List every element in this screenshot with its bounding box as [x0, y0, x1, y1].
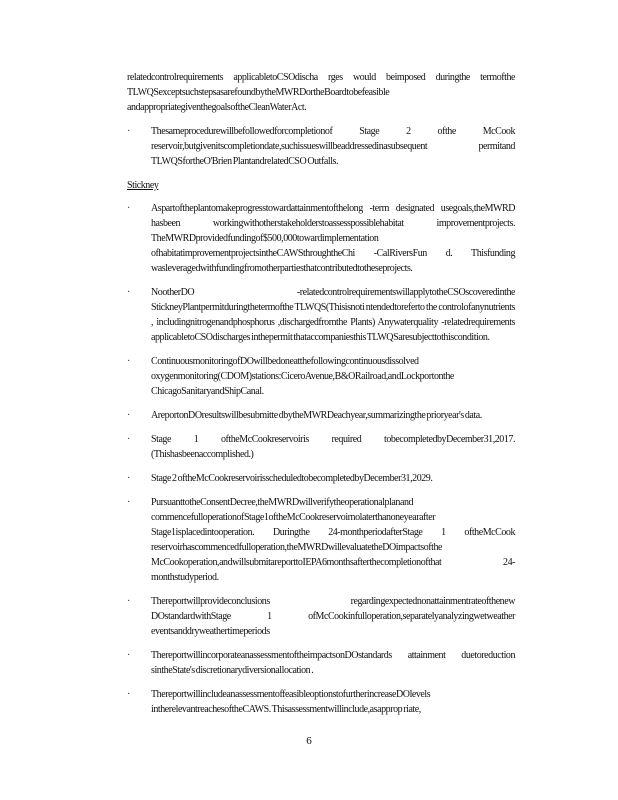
- section-heading: Stickney: [127, 180, 159, 191]
- list-item-text: Thereportwillprovideconclusions regardingexpectednonattainmentrateofthenew DOstandardwithStage 1 ofMcCookinfulloperation,separatelyanalyzingwetweather eventsanddryweathertimeperiods: [151, 596, 515, 637]
- bullet-marker: ·: [127, 126, 130, 137]
- list-item: [127, 124, 515, 169]
- bullet-marker: ·: [127, 356, 130, 367]
- page-number: 6: [306, 735, 312, 747]
- list-item-text: Stage 2 oftheMcCookreservoirisscheduledtobecompletedbyDecember31,2029.: [151, 473, 433, 484]
- list-item-text: ThereportwillincludeanassessmentoffeasibleoptionstofurtherincreaseDOlevels intherelevantreachesoftheCAWS. Thisassessmentwillinclude,asapprop riate,: [151, 689, 431, 715]
- bullet-marker: ·: [127, 410, 130, 421]
- bullet-marker: ·: [127, 434, 130, 445]
- list-item: [127, 408, 515, 423]
- list-item-text: NootherDO -relatedcontrolrequirementswillapplytotheCSOscoveredinthe StickneyPlantpermitduringthetermofthe TLWQS(Thisisnoti ntendedtoreferto the controlofanynutrients , includingnitrogenandphosphorus ,dischargedfromthe Plants) Anywaterquality -relatedrequirements applicabletoCSOdischarges inthepermit thataccompaniesthis TLWQSaresubjecttothiscondition.: [151, 287, 515, 343]
- list-item-text: AreportonDOresultswillbesubmitte dbytheMWRDeachyear,summarizingthe prioryear's data.: [151, 410, 482, 421]
- bullet-marker: ·: [127, 689, 130, 700]
- list-item: [127, 354, 515, 399]
- list-item-text: Thesameprocedurewillbefollowedforcompletionof Stage 2 ofthe McCook reservoir,butgivenitscompletiondate,suchissueswillbeaddressedinasubsequent permitand TLWQSfortheO'Brien PlantandrelatedCSO Outfalls.: [151, 126, 515, 167]
- bullet-marker: ·: [127, 650, 130, 661]
- bullet-marker: ·: [127, 497, 130, 508]
- list-item: [127, 594, 515, 639]
- list-item: [127, 201, 515, 276]
- intro-paragraph: relatedcontrolrequirements applicabletoCSOdischa rges would beimposed duringthe termofthe TLWQSexceptsuchstepsasarefoundbytheMWRDortheBoardtobefeasible andappropriategiventhegoalsoftheCleanWaterAct.: [127, 72, 515, 113]
- bullet-marker: ·: [127, 473, 130, 484]
- bullet-marker: ·: [127, 596, 130, 607]
- list-item-text: ContinuousmonitoringofDOwillbedoneatthefollowingcontinuousdissolved oxygenmonitoring(CDOM)stations:CiceroAvenue,B&ORailroad,andLockportonthe ChicagoSanitaryandShipCanal.: [151, 356, 454, 397]
- list-item-text: Aspartoftheplantomakeprogresstowardattainmentofthelong -term designated usegoals,theMWRD hasbeen workingwithotherstakeholderstoassesspossiblehabitat improvementprojects. TheMWRDprovidedfundingof$500,000towardimplementation ofhabitatimprovementprojectsintheCAWSthroughtheChi -CalRiversFun d. Thisfunding wasleveragedwithfundingfromotherpartiesthatcontributedtotheseprojects.: [151, 203, 515, 274]
- list-item-text: PursuanttotheConsentDecree,theMWRDwillverifytheoperationalplanand commencefulloperationofStage1oftheMcCookreservoirnolaterthanoneyearafter Stage1isplacedintooperation. Duringthe 24-monthperiodafterStage 1 oftheMcCook reservoirhascommencedfulloperation,theMWRDwillevaluatetheDOimpactsofthe McCookoperation,andwillsubmitareporttoIEPA6monthsafterthecompletionofthat 24-monthstudyperiod.: [151, 497, 515, 583]
- list-item-text: Stage 1 oftheMcCookreservoiris required tobecompletedbyDecember31,2017. (Thishasbeenaccomplished.): [151, 434, 515, 460]
- list-item: [127, 648, 515, 678]
- list-item-text: ThereportwillincorporateanassessmentoftheimpactsonDOstandards attainment duetoreduction sintheState's discretionarydiversionallocation .: [151, 650, 515, 676]
- list-item: [127, 471, 515, 486]
- list-item: [127, 495, 515, 585]
- list-item: [127, 285, 515, 345]
- bullet-marker: ·: [127, 203, 130, 214]
- list-item: [127, 687, 515, 717]
- document-body: [127, 70, 515, 726]
- bullet-marker: ·: [127, 287, 130, 298]
- list-item: [127, 432, 515, 462]
